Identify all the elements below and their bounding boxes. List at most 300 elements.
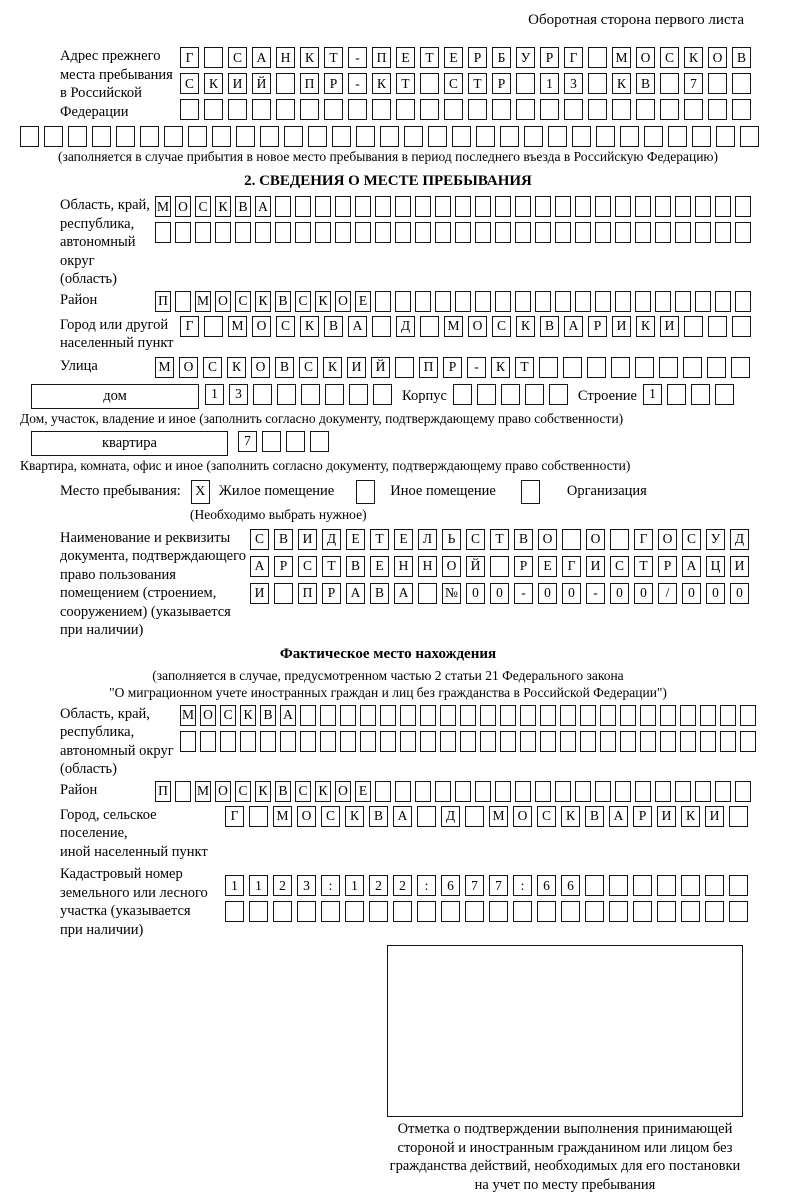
char-cell[interactable]: В bbox=[732, 47, 751, 68]
char-cell[interactable]: Ц bbox=[706, 556, 725, 577]
char-cell[interactable]: И bbox=[250, 583, 269, 604]
char-cell[interactable]: О bbox=[179, 357, 198, 378]
char-cell[interactable]: К bbox=[561, 806, 580, 827]
char-cell[interactable] bbox=[735, 781, 751, 802]
char-cell[interactable] bbox=[667, 384, 686, 405]
char-cell[interactable] bbox=[495, 222, 511, 243]
char-cell[interactable] bbox=[732, 73, 751, 94]
char-cell[interactable] bbox=[715, 384, 734, 405]
char-cell[interactable] bbox=[655, 222, 671, 243]
char-cell[interactable]: 3 bbox=[564, 73, 583, 94]
char-cell[interactable] bbox=[188, 126, 207, 147]
char-cell[interactable] bbox=[595, 222, 611, 243]
char-cell[interactable]: В bbox=[370, 583, 389, 604]
char-cell[interactable] bbox=[563, 357, 582, 378]
char-cell[interactable] bbox=[655, 291, 671, 312]
char-cell[interactable]: Р bbox=[633, 806, 652, 827]
char-cell[interactable] bbox=[140, 126, 159, 147]
char-cell[interactable]: А bbox=[394, 583, 413, 604]
char-cell[interactable] bbox=[68, 126, 87, 147]
char-cell[interactable] bbox=[235, 222, 251, 243]
char-cell[interactable]: Й bbox=[466, 556, 485, 577]
char-cell[interactable] bbox=[253, 384, 272, 405]
char-cell[interactable] bbox=[340, 705, 356, 726]
char-cell[interactable] bbox=[277, 384, 296, 405]
char-cell[interactable] bbox=[345, 901, 364, 922]
char-cell[interactable]: А bbox=[682, 556, 701, 577]
char-cell[interactable] bbox=[612, 99, 631, 120]
char-cell[interactable] bbox=[516, 73, 535, 94]
char-cell[interactable]: К bbox=[372, 73, 391, 94]
char-cell[interactable]: О bbox=[586, 529, 605, 550]
char-cell[interactable]: С bbox=[180, 73, 199, 94]
char-cell[interactable] bbox=[708, 99, 727, 120]
char-cell[interactable]: К bbox=[315, 291, 331, 312]
char-cell[interactable] bbox=[480, 731, 496, 752]
char-cell[interactable]: Д bbox=[396, 316, 415, 337]
char-cell[interactable] bbox=[732, 316, 751, 337]
char-cell[interactable]: 0 bbox=[610, 583, 629, 604]
char-cell[interactable]: С bbox=[660, 47, 679, 68]
char-cell[interactable]: Г bbox=[180, 316, 199, 337]
char-cell[interactable]: В bbox=[369, 806, 388, 827]
char-cell[interactable] bbox=[204, 316, 223, 337]
char-cell[interactable] bbox=[735, 196, 751, 217]
char-cell[interactable]: 7 bbox=[465, 875, 484, 896]
char-cell[interactable] bbox=[380, 731, 396, 752]
char-cell[interactable]: Т bbox=[396, 73, 415, 94]
char-cell[interactable] bbox=[475, 222, 491, 243]
char-cell[interactable] bbox=[720, 731, 736, 752]
char-cell[interactable]: В bbox=[275, 357, 294, 378]
char-cell[interactable]: 0 bbox=[538, 583, 557, 604]
char-cell[interactable]: В bbox=[260, 705, 276, 726]
char-cell[interactable] bbox=[540, 705, 556, 726]
char-cell[interactable] bbox=[373, 384, 392, 405]
char-cell[interactable] bbox=[262, 431, 281, 452]
char-cell[interactable] bbox=[681, 875, 700, 896]
char-cell[interactable]: Б bbox=[492, 47, 511, 68]
char-cell[interactable]: И bbox=[586, 556, 605, 577]
char-cell[interactable]: Г bbox=[225, 806, 244, 827]
char-cell[interactable] bbox=[515, 291, 531, 312]
char-cell[interactable]: Е bbox=[394, 529, 413, 550]
char-cell[interactable] bbox=[540, 99, 559, 120]
char-cell[interactable] bbox=[735, 222, 751, 243]
char-cell[interactable] bbox=[276, 99, 295, 120]
char-cell[interactable] bbox=[636, 99, 655, 120]
char-cell[interactable]: О bbox=[708, 47, 727, 68]
char-cell[interactable]: Т bbox=[468, 73, 487, 94]
char-cell[interactable]: Л bbox=[418, 529, 437, 550]
checkbox-organization[interactable] bbox=[521, 480, 540, 504]
char-cell[interactable] bbox=[236, 126, 255, 147]
char-cell[interactable]: - bbox=[467, 357, 486, 378]
char-cell[interactable]: С bbox=[537, 806, 556, 827]
char-cell[interactable]: Р bbox=[658, 556, 677, 577]
char-cell[interactable] bbox=[535, 196, 551, 217]
char-cell[interactable] bbox=[320, 705, 336, 726]
char-cell[interactable]: М bbox=[195, 291, 211, 312]
char-cell[interactable] bbox=[700, 731, 716, 752]
char-cell[interactable]: - bbox=[348, 47, 367, 68]
char-cell[interactable]: П bbox=[155, 781, 171, 802]
char-cell[interactable]: У bbox=[706, 529, 725, 550]
char-cell[interactable]: А bbox=[280, 705, 296, 726]
char-cell[interactable] bbox=[501, 384, 520, 405]
char-cell[interactable] bbox=[585, 875, 604, 896]
char-cell[interactable] bbox=[275, 222, 291, 243]
char-cell[interactable] bbox=[455, 222, 471, 243]
char-cell[interactable] bbox=[600, 731, 616, 752]
char-cell[interactable] bbox=[204, 47, 223, 68]
char-cell[interactable]: 1 bbox=[643, 384, 662, 405]
char-cell[interactable] bbox=[260, 731, 276, 752]
char-cell[interactable] bbox=[655, 196, 671, 217]
char-cell[interactable]: И bbox=[730, 556, 749, 577]
char-cell[interactable] bbox=[252, 99, 271, 120]
char-cell[interactable]: 0 bbox=[466, 583, 485, 604]
char-cell[interactable] bbox=[695, 291, 711, 312]
char-cell[interactable] bbox=[596, 126, 615, 147]
char-cell[interactable] bbox=[455, 291, 471, 312]
char-cell[interactable]: О bbox=[252, 316, 271, 337]
char-cell[interactable]: К bbox=[681, 806, 700, 827]
char-cell[interactable] bbox=[375, 222, 391, 243]
char-cell[interactable] bbox=[300, 731, 316, 752]
char-cell[interactable]: 0 bbox=[682, 583, 701, 604]
char-cell[interactable] bbox=[476, 126, 495, 147]
char-cell[interactable] bbox=[356, 126, 375, 147]
char-cell[interactable] bbox=[615, 291, 631, 312]
char-cell[interactable]: О bbox=[335, 291, 351, 312]
char-cell[interactable] bbox=[620, 705, 636, 726]
char-cell[interactable]: С bbox=[250, 529, 269, 550]
char-cell[interactable]: Д bbox=[441, 806, 460, 827]
char-cell[interactable] bbox=[729, 901, 748, 922]
char-cell[interactable]: О bbox=[251, 357, 270, 378]
char-cell[interactable] bbox=[635, 196, 651, 217]
char-cell[interactable]: Н bbox=[276, 47, 295, 68]
char-cell[interactable] bbox=[455, 781, 471, 802]
char-cell[interactable]: : bbox=[417, 875, 436, 896]
char-cell[interactable] bbox=[644, 126, 663, 147]
char-cell[interactable] bbox=[489, 901, 508, 922]
char-cell[interactable]: В bbox=[585, 806, 604, 827]
char-cell[interactable]: К bbox=[323, 357, 342, 378]
char-cell[interactable] bbox=[315, 222, 331, 243]
char-cell[interactable] bbox=[420, 731, 436, 752]
char-cell[interactable] bbox=[395, 781, 411, 802]
char-cell[interactable] bbox=[369, 901, 388, 922]
char-cell[interactable] bbox=[435, 222, 451, 243]
char-cell[interactable]: В bbox=[274, 529, 293, 550]
char-cell[interactable]: О bbox=[658, 529, 677, 550]
char-cell[interactable]: С bbox=[220, 705, 236, 726]
char-cell[interactable] bbox=[635, 222, 651, 243]
char-cell[interactable] bbox=[657, 875, 676, 896]
char-cell[interactable]: И bbox=[347, 357, 366, 378]
char-cell[interactable]: Г bbox=[634, 529, 653, 550]
char-cell[interactable] bbox=[375, 196, 391, 217]
char-cell[interactable]: Т bbox=[322, 556, 341, 577]
char-cell[interactable]: 0 bbox=[490, 583, 509, 604]
char-cell[interactable]: Р bbox=[468, 47, 487, 68]
char-cell[interactable] bbox=[404, 126, 423, 147]
char-cell[interactable]: Р bbox=[492, 73, 511, 94]
char-cell[interactable] bbox=[360, 705, 376, 726]
char-cell[interactable] bbox=[395, 291, 411, 312]
char-cell[interactable] bbox=[575, 781, 591, 802]
char-cell[interactable] bbox=[695, 222, 711, 243]
char-cell[interactable]: И bbox=[612, 316, 631, 337]
char-cell[interactable] bbox=[515, 781, 531, 802]
char-cell[interactable]: С bbox=[492, 316, 511, 337]
char-cell[interactable] bbox=[372, 316, 391, 337]
char-cell[interactable]: И bbox=[657, 806, 676, 827]
char-cell[interactable]: С bbox=[203, 357, 222, 378]
char-cell[interactable]: А bbox=[564, 316, 583, 337]
char-cell[interactable]: 7 bbox=[238, 431, 257, 452]
char-cell[interactable] bbox=[633, 875, 652, 896]
char-cell[interactable] bbox=[92, 126, 111, 147]
char-cell[interactable]: К bbox=[315, 781, 331, 802]
char-cell[interactable] bbox=[441, 901, 460, 922]
char-cell[interactable]: В bbox=[346, 556, 365, 577]
char-cell[interactable] bbox=[660, 73, 679, 94]
char-cell[interactable] bbox=[460, 731, 476, 752]
char-cell[interactable] bbox=[321, 901, 340, 922]
char-cell[interactable] bbox=[657, 901, 676, 922]
char-cell[interactable]: Й bbox=[371, 357, 390, 378]
char-cell[interactable] bbox=[560, 705, 576, 726]
char-cell[interactable] bbox=[585, 901, 604, 922]
char-cell[interactable] bbox=[215, 222, 231, 243]
char-cell[interactable]: О bbox=[215, 781, 231, 802]
char-cell[interactable]: К bbox=[255, 291, 271, 312]
char-cell[interactable] bbox=[588, 99, 607, 120]
char-cell[interactable] bbox=[640, 705, 656, 726]
char-cell[interactable] bbox=[490, 556, 509, 577]
char-cell[interactable] bbox=[633, 901, 652, 922]
char-cell[interactable] bbox=[44, 126, 63, 147]
char-cell[interactable] bbox=[273, 901, 292, 922]
char-cell[interactable]: С bbox=[295, 291, 311, 312]
char-cell[interactable] bbox=[300, 705, 316, 726]
char-cell[interactable] bbox=[610, 529, 629, 550]
char-cell[interactable] bbox=[275, 196, 291, 217]
char-cell[interactable]: Г bbox=[564, 47, 583, 68]
char-cell[interactable]: С bbox=[295, 781, 311, 802]
char-cell[interactable] bbox=[335, 196, 351, 217]
char-cell[interactable]: А bbox=[348, 316, 367, 337]
char-cell[interactable] bbox=[520, 705, 536, 726]
char-cell[interactable]: Е bbox=[355, 291, 371, 312]
char-cell[interactable]: С bbox=[235, 781, 251, 802]
char-cell[interactable] bbox=[600, 705, 616, 726]
char-cell[interactable] bbox=[675, 222, 691, 243]
char-cell[interactable] bbox=[620, 126, 639, 147]
char-cell[interactable] bbox=[240, 731, 256, 752]
char-cell[interactable] bbox=[707, 357, 726, 378]
char-cell[interactable] bbox=[475, 196, 491, 217]
char-cell[interactable] bbox=[595, 781, 611, 802]
char-cell[interactable] bbox=[675, 196, 691, 217]
char-cell[interactable] bbox=[212, 126, 231, 147]
char-cell[interactable] bbox=[525, 384, 544, 405]
char-cell[interactable]: К bbox=[491, 357, 510, 378]
char-cell[interactable]: 3 bbox=[229, 384, 248, 405]
char-cell[interactable] bbox=[705, 875, 724, 896]
char-cell[interactable] bbox=[660, 731, 676, 752]
char-cell[interactable] bbox=[475, 781, 491, 802]
char-cell[interactable] bbox=[720, 705, 736, 726]
char-cell[interactable] bbox=[683, 357, 702, 378]
char-cell[interactable] bbox=[680, 731, 696, 752]
char-cell[interactable]: С bbox=[444, 73, 463, 94]
char-cell[interactable]: Д bbox=[730, 529, 749, 550]
char-cell[interactable] bbox=[164, 126, 183, 147]
char-cell[interactable]: В bbox=[324, 316, 343, 337]
char-cell[interactable] bbox=[435, 196, 451, 217]
char-cell[interactable] bbox=[640, 731, 656, 752]
char-cell[interactable]: М bbox=[612, 47, 631, 68]
char-cell[interactable]: О bbox=[538, 529, 557, 550]
char-cell[interactable] bbox=[325, 384, 344, 405]
char-cell[interactable] bbox=[375, 291, 391, 312]
char-cell[interactable] bbox=[249, 806, 268, 827]
char-cell[interactable]: О bbox=[513, 806, 532, 827]
char-cell[interactable] bbox=[276, 73, 295, 94]
char-cell[interactable]: С bbox=[610, 556, 629, 577]
char-cell[interactable]: Т bbox=[634, 556, 653, 577]
char-cell[interactable]: И bbox=[298, 529, 317, 550]
char-cell[interactable]: К bbox=[612, 73, 631, 94]
char-cell[interactable] bbox=[684, 99, 703, 120]
char-cell[interactable] bbox=[475, 291, 491, 312]
char-cell[interactable]: Р bbox=[540, 47, 559, 68]
char-cell[interactable] bbox=[635, 291, 651, 312]
char-cell[interactable] bbox=[332, 126, 351, 147]
char-cell[interactable]: С bbox=[299, 357, 318, 378]
char-cell[interactable]: Г bbox=[562, 556, 581, 577]
char-cell[interactable] bbox=[732, 99, 751, 120]
char-cell[interactable] bbox=[691, 384, 710, 405]
char-cell[interactable] bbox=[740, 126, 759, 147]
char-cell[interactable]: А bbox=[252, 47, 271, 68]
char-cell[interactable]: А bbox=[346, 583, 365, 604]
char-cell[interactable] bbox=[588, 73, 607, 94]
char-cell[interactable] bbox=[20, 126, 39, 147]
char-cell[interactable]: - bbox=[514, 583, 533, 604]
char-cell[interactable] bbox=[286, 431, 305, 452]
char-cell[interactable]: 1 bbox=[540, 73, 559, 94]
char-cell[interactable] bbox=[615, 781, 631, 802]
char-cell[interactable]: П bbox=[300, 73, 319, 94]
char-cell[interactable] bbox=[540, 731, 556, 752]
char-cell[interactable] bbox=[415, 291, 431, 312]
char-cell[interactable]: : bbox=[321, 875, 340, 896]
char-cell[interactable]: П bbox=[298, 583, 317, 604]
char-cell[interactable]: 0 bbox=[562, 583, 581, 604]
char-cell[interactable] bbox=[572, 126, 591, 147]
char-cell[interactable]: 0 bbox=[730, 583, 749, 604]
char-cell[interactable] bbox=[280, 731, 296, 752]
char-cell[interactable]: В bbox=[514, 529, 533, 550]
char-cell[interactable]: К bbox=[255, 781, 271, 802]
char-cell[interactable]: В bbox=[235, 196, 251, 217]
char-cell[interactable] bbox=[440, 705, 456, 726]
char-cell[interactable]: 2 bbox=[393, 875, 412, 896]
char-cell[interactable] bbox=[380, 126, 399, 147]
char-cell[interactable]: С bbox=[682, 529, 701, 550]
char-cell[interactable] bbox=[465, 901, 484, 922]
char-cell[interactable] bbox=[340, 731, 356, 752]
char-cell[interactable] bbox=[564, 99, 583, 120]
char-cell[interactable]: П bbox=[419, 357, 438, 378]
char-cell[interactable] bbox=[729, 806, 748, 827]
char-cell[interactable]: О bbox=[442, 556, 461, 577]
char-cell[interactable]: Р bbox=[588, 316, 607, 337]
char-cell[interactable] bbox=[587, 357, 606, 378]
char-cell[interactable] bbox=[716, 126, 735, 147]
char-cell[interactable] bbox=[549, 384, 568, 405]
char-cell[interactable] bbox=[420, 73, 439, 94]
char-cell[interactable]: В bbox=[636, 73, 655, 94]
char-cell[interactable] bbox=[655, 781, 671, 802]
char-cell[interactable]: М bbox=[444, 316, 463, 337]
char-cell[interactable] bbox=[335, 222, 351, 243]
char-cell[interactable] bbox=[395, 357, 414, 378]
char-cell[interactable] bbox=[615, 196, 631, 217]
char-cell[interactable] bbox=[435, 781, 451, 802]
char-cell[interactable] bbox=[695, 196, 711, 217]
char-cell[interactable]: С bbox=[298, 556, 317, 577]
char-cell[interactable]: 1 bbox=[205, 384, 224, 405]
char-cell[interactable] bbox=[715, 781, 731, 802]
char-cell[interactable] bbox=[660, 99, 679, 120]
char-cell[interactable]: 1 bbox=[345, 875, 364, 896]
char-cell[interactable] bbox=[575, 222, 591, 243]
char-cell[interactable] bbox=[588, 47, 607, 68]
char-cell[interactable] bbox=[620, 731, 636, 752]
char-cell[interactable]: С bbox=[466, 529, 485, 550]
char-cell[interactable]: 6 bbox=[441, 875, 460, 896]
char-cell[interactable] bbox=[440, 731, 456, 752]
char-cell[interactable]: К bbox=[215, 196, 231, 217]
char-cell[interactable] bbox=[372, 99, 391, 120]
char-cell[interactable] bbox=[420, 99, 439, 120]
char-cell[interactable]: 2 bbox=[273, 875, 292, 896]
char-cell[interactable] bbox=[729, 875, 748, 896]
char-cell[interactable] bbox=[495, 196, 511, 217]
char-cell[interactable] bbox=[740, 731, 756, 752]
char-cell[interactable] bbox=[360, 731, 376, 752]
char-cell[interactable]: Е bbox=[444, 47, 463, 68]
char-cell[interactable]: К bbox=[345, 806, 364, 827]
char-cell[interactable] bbox=[684, 316, 703, 337]
char-cell[interactable] bbox=[428, 126, 447, 147]
char-cell[interactable] bbox=[735, 291, 751, 312]
char-cell[interactable] bbox=[575, 291, 591, 312]
char-cell[interactable]: А bbox=[609, 806, 628, 827]
char-cell[interactable]: О bbox=[335, 781, 351, 802]
char-cell[interactable]: Т bbox=[420, 47, 439, 68]
char-cell[interactable] bbox=[418, 583, 437, 604]
char-cell[interactable] bbox=[348, 99, 367, 120]
char-cell[interactable]: 1 bbox=[225, 875, 244, 896]
char-cell[interactable] bbox=[415, 781, 431, 802]
